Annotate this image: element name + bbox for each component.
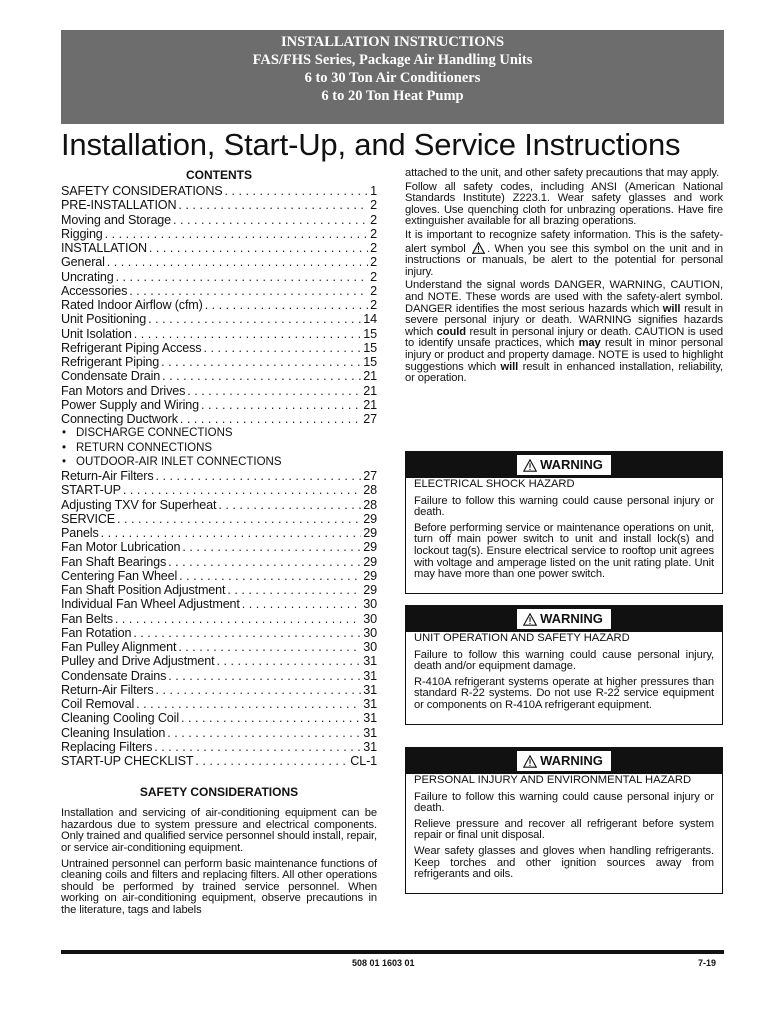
toc-entry[interactable] xyxy=(61,569,377,583)
toc-entry-title: Fan Rotation xyxy=(61,625,132,640)
toc-leader-dots xyxy=(133,626,361,640)
toc-entry-page: 21 xyxy=(363,397,377,412)
header-line: 6 to 30 Ton Air Conditioners xyxy=(304,70,481,86)
toc-entry[interactable] xyxy=(61,270,377,284)
toc-entry-page: 14 xyxy=(363,312,377,327)
toc-entry-page: 2 xyxy=(370,283,377,298)
warning-header xyxy=(406,606,722,632)
toc-leader-dots xyxy=(162,369,361,383)
toc-entry-title: Refrigerant Piping xyxy=(61,355,160,369)
toc-bullet-list xyxy=(61,426,377,469)
left-column xyxy=(61,166,377,921)
toc-leader-dots xyxy=(123,483,361,497)
toc-entry[interactable] xyxy=(61,384,377,398)
toc-entry-page: 27 xyxy=(363,469,377,483)
warning-label xyxy=(517,455,611,475)
table-of-contents-continued xyxy=(61,469,377,768)
toc-leader-dots xyxy=(161,355,361,369)
safety-alert-icon xyxy=(472,242,485,254)
hazard-title: UNIT OPERATION AND SAFETY HAZARD xyxy=(414,632,630,644)
warning-box-electrical xyxy=(405,451,723,594)
warning-header xyxy=(406,452,722,478)
warning-paragraph: Failure to follow this warning could cause personal injury or death. xyxy=(414,790,714,815)
toc-leader-dots xyxy=(178,640,361,654)
toc-entry-title: Fan Motors and Drives xyxy=(61,383,186,398)
toc-leader-dots xyxy=(167,726,361,740)
signal-words-paragraph xyxy=(405,280,723,384)
toc-entry[interactable] xyxy=(61,740,377,754)
toc-entry-title: Rated Indoor Airflow (cfm) xyxy=(61,298,203,312)
toc-entry[interactable] xyxy=(61,654,377,668)
toc-entry[interactable] xyxy=(61,626,377,640)
toc-entry-title: Coil Removal xyxy=(61,697,135,711)
header-line: FAS/FHS Series, Package Air Handling Units xyxy=(252,52,533,68)
toc-leader-dots xyxy=(134,327,362,341)
toc-entry[interactable] xyxy=(61,697,377,711)
toc-entry-title: START-UP xyxy=(61,483,121,498)
toc-entry[interactable] xyxy=(61,284,377,298)
warning-body xyxy=(406,632,722,724)
toc-entry-page: 30 xyxy=(363,611,377,626)
toc-entry-title: PRE-INSTALLATION xyxy=(61,198,177,213)
toc-leader-dots xyxy=(227,583,361,597)
toc-entry-page: 31 xyxy=(363,711,377,726)
toc-leader-dots xyxy=(173,213,368,227)
toc-entry-page: 31 xyxy=(363,682,377,697)
toc-leader-dots xyxy=(205,298,368,312)
text-span: Understand the signal words DANGER, WARNING, CAUTION, and NOTE. These words are used with the safety-alert symbol. DANGER identifies the most serious hazards which xyxy=(405,279,723,315)
warning-label xyxy=(517,751,611,771)
toc-entry-page: 31 xyxy=(363,654,377,669)
toc-entry-page: 31 xyxy=(363,725,377,740)
warning-box-unit-operation xyxy=(405,605,723,725)
toc-entry-page: 2 xyxy=(370,212,377,227)
toc-entry-title: Accessories xyxy=(61,283,128,298)
table-of-contents xyxy=(61,184,377,426)
warning-paragraph: Failure to follow this warning could cause personal injury or death. xyxy=(414,494,714,519)
toc-leader-dots xyxy=(242,597,362,611)
bullet-icon: • xyxy=(62,427,67,440)
toc-entry[interactable] xyxy=(61,512,377,526)
emphasis: will xyxy=(662,302,681,315)
toc-entry-page: 29 xyxy=(363,526,377,540)
toc-bullet-item xyxy=(61,441,377,455)
toc-entry-title: Uncrating xyxy=(61,269,114,284)
toc-entry-title: Centering Fan Wheel xyxy=(61,568,178,583)
toc-entry[interactable] xyxy=(61,483,377,497)
text-span: . When you see this symbol on the unit and in instructions or manuals, be alert to the potential for personal injury. xyxy=(405,242,723,278)
toc-entry-title: Fan Belts xyxy=(61,611,113,626)
text-span: result in severe personal injury or death. WARNING signifies hazards which xyxy=(405,302,723,338)
document-code: 508 01 1603 01 xyxy=(352,958,415,968)
hazard-title: ELECTRICAL SHOCK HAZARD xyxy=(414,478,575,490)
toc-leader-dots xyxy=(149,241,368,255)
toc-leader-dots xyxy=(154,740,361,754)
text-span: result in enhanced installation, reliability, or operation. xyxy=(405,360,724,385)
toc-entry-page: 2 xyxy=(370,198,377,213)
warning-paragraph: Failure to follow this warning could cause personal injury, death and/or equipment damage. xyxy=(414,648,714,673)
bullet-icon: • xyxy=(62,455,67,468)
bullet-icon: • xyxy=(62,441,67,454)
toc-entry[interactable] xyxy=(61,526,377,540)
toc-entry-page: 2 xyxy=(370,226,377,241)
toc-entry-title: Replacing Filters xyxy=(61,739,153,754)
toc-entry[interactable] xyxy=(61,754,377,768)
toc-leader-dots xyxy=(136,697,361,711)
warning-triangle-icon xyxy=(523,755,537,768)
toc-entry-title: INSTALLATION xyxy=(61,241,147,255)
toc-entry[interactable] xyxy=(61,369,377,383)
toc-entry-page: 15 xyxy=(363,326,377,341)
warning-paragraph: Wear safety glasses and gloves when handling refrigerants. Keep torches and other ignition sources away from refrigerants and oils. xyxy=(414,844,714,881)
toc-entry-title: Unit Isolation xyxy=(61,326,132,341)
safety-heading: SAFETY CONSIDERATIONS xyxy=(139,785,299,800)
toc-bullet-text: OUTDOOR-AIR INLET CONNECTIONS xyxy=(76,455,282,468)
warning-label-text: WARNING xyxy=(540,457,603,472)
toc-entry[interactable] xyxy=(61,255,377,269)
toc-entry-title: Pulley and Drive Adjustment xyxy=(61,654,215,669)
toc-leader-dots xyxy=(148,312,361,326)
warning-triangle-icon xyxy=(523,459,537,472)
toc-entry-title: Panels xyxy=(61,526,99,540)
toc-entry-page: 15 xyxy=(363,355,377,369)
toc-entry[interactable] xyxy=(61,341,377,355)
toc-entry-title: START-UP CHECKLIST xyxy=(61,754,194,768)
toc-leader-dots xyxy=(203,341,361,355)
toc-entry-page: 28 xyxy=(363,497,377,512)
toc-entry[interactable] xyxy=(61,540,377,554)
toc-bullet-text: DISCHARGE CONNECTIONS xyxy=(76,427,233,440)
toc-entry-title: Fan Pulley Alignment xyxy=(61,640,177,654)
toc-entry-page: 28 xyxy=(363,483,377,498)
toc-entry-title: Adjusting TXV for Superheat xyxy=(61,497,217,512)
toc-entry[interactable] xyxy=(61,398,377,412)
warning-paragraph: Relieve pressure and recover all refrigerant before system repair or final unit disposal. xyxy=(414,817,714,842)
emphasis: could xyxy=(436,325,466,338)
emphasis: will xyxy=(500,360,519,373)
toc-entry-title: Fan Shaft Position Adjustment xyxy=(61,583,226,597)
toc-entry-title: Refrigerant Piping Access xyxy=(61,340,202,355)
document-date: 7-19 xyxy=(698,958,717,968)
toc-bullet-item xyxy=(61,455,377,469)
toc-leader-dots xyxy=(116,270,369,284)
warning-header xyxy=(406,748,722,774)
toc-entry[interactable] xyxy=(61,198,377,212)
warning-label xyxy=(517,609,611,629)
header-band xyxy=(61,30,724,124)
toc-entry-page: 1 xyxy=(370,184,377,198)
toc-entry-page: 15 xyxy=(363,340,377,355)
toc-entry-page: 31 xyxy=(363,697,377,711)
toc-entry-title: SAFETY CONSIDERATIONS xyxy=(61,184,223,198)
toc-entry-page: 2 xyxy=(370,255,377,270)
toc-entry-title: Moving and Storage xyxy=(61,212,172,227)
toc-entry[interactable] xyxy=(61,184,377,198)
toc-entry-page: 29 xyxy=(363,511,377,526)
warning-paragraph: R-410A refrigerant systems operate at higher pressures than standard R-22 systems. Do not use R-22 service equipment or components on R-410A refrigerant equipment. xyxy=(414,675,714,711)
toc-leader-dots xyxy=(117,512,361,526)
toc-entry[interactable] xyxy=(61,241,377,255)
toc-entry-page: CL-1 xyxy=(350,754,377,768)
toc-entry-title: Cleaning Insulation xyxy=(61,725,166,740)
toc-leader-dots xyxy=(129,284,368,298)
safety-alert-paragraph xyxy=(405,230,723,278)
toc-entry[interactable] xyxy=(61,498,377,512)
toc-entry-title: Fan Motor Lubrication xyxy=(61,540,181,555)
toc-leader-dots xyxy=(178,198,368,212)
toc-entry[interactable] xyxy=(61,298,377,312)
toc-entry[interactable] xyxy=(61,640,377,654)
toc-entry-title: Rigging xyxy=(61,226,103,241)
toc-entry-title: Power Supply and Wiring xyxy=(61,397,199,412)
right-column xyxy=(405,168,723,387)
safety-paragraph: Untrained personnel can perform basic maintenance functions of cleaning coils and filters and replacing filters. All other operations should be performed by trained service personnel. When working on air-conditioning equipment, observe precautions in the literature, tags and labels xyxy=(61,857,377,916)
toc-entry[interactable] xyxy=(61,227,377,241)
text-span: It is important to recognize safety information. This is the safety-alert symbol xyxy=(405,228,723,255)
toc-leader-dots xyxy=(195,754,348,768)
toc-entry-page: 2 xyxy=(370,298,377,312)
toc-entry-title: Condensate Drains xyxy=(61,668,167,683)
toc-leader-dots xyxy=(155,683,361,697)
toc-entry-title: SERVICE xyxy=(61,511,116,526)
toc-leader-dots xyxy=(180,412,361,426)
toc-entry[interactable] xyxy=(61,597,377,611)
toc-entry-page: 31 xyxy=(363,739,377,754)
toc-entry-page: 2 xyxy=(370,269,377,284)
toc-entry[interactable] xyxy=(61,683,377,697)
warning-paragraph: Before performing service or maintenance operations on unit, turn off main power switch to unit and install lock(s) and lockout tag(s). Ensure electrical service to rooftop unit agrees with voltage and amperage listed on the unit rating plate. Unit may have more than one power switch. xyxy=(414,521,714,581)
toc-leader-dots xyxy=(168,669,361,683)
toc-leader-dots xyxy=(225,184,369,198)
toc-leader-dots xyxy=(187,384,361,398)
toc-entry[interactable] xyxy=(61,669,377,683)
warning-body xyxy=(406,478,722,593)
toc-entry[interactable] xyxy=(61,583,377,597)
right-paragraph: Follow all safety codes, including ANSI (American National Standards Institute) Z223.1. Wear safety glasses and work gloves. Use quenching cloth for unbrazing operations. Have fire extinguisher available for all brazing operations. xyxy=(405,180,723,228)
toc-leader-dots xyxy=(216,654,361,668)
toc-entry-page: 29 xyxy=(363,568,377,583)
toc-entry[interactable] xyxy=(61,612,377,626)
safety-paragraph: Installation and servicing of air-conditioning equipment can be hazardous due to system pressure and electrical components. Only trained and qualified service personnel should install, repair, or service air-conditioning equipment. xyxy=(61,807,377,855)
toc-entry-title: Condensate Drain xyxy=(61,369,161,384)
text-span: result in minor personal injury or product and property damage. NOTE is used to highlight suggestions which xyxy=(405,337,723,373)
toc-entry-page: 30 xyxy=(363,640,377,654)
toc-entry-page: 2 xyxy=(370,241,377,255)
toc-entry[interactable] xyxy=(61,327,377,341)
toc-entry-page: 29 xyxy=(363,583,377,597)
toc-leader-dots xyxy=(101,526,362,540)
toc-entry-page: 21 xyxy=(363,369,377,384)
toc-entry-title: Unit Positioning xyxy=(61,312,147,327)
toc-entry-title: Fan Shaft Bearings xyxy=(61,554,167,569)
toc-leader-dots xyxy=(218,498,361,512)
toc-entry[interactable] xyxy=(61,469,377,483)
toc-leader-dots xyxy=(115,612,361,626)
toc-leader-dots xyxy=(181,711,361,725)
toc-leader-dots xyxy=(107,255,368,269)
toc-bullet-text: RETURN CONNECTIONS xyxy=(76,441,213,454)
toc-leader-dots xyxy=(155,469,361,483)
toc-entry-page: 29 xyxy=(363,554,377,569)
toc-entry-title: Return-Air Filters xyxy=(61,469,154,483)
toc-entry-title: Connecting Ductwork xyxy=(61,412,178,426)
warning-label-text: WARNING xyxy=(540,753,603,768)
toc-entry-page: 30 xyxy=(363,625,377,640)
toc-entry[interactable] xyxy=(61,355,377,369)
header-line: 6 to 20 Ton Heat Pump xyxy=(321,88,464,104)
toc-bullet-item xyxy=(61,426,377,440)
toc-entry[interactable] xyxy=(61,312,377,326)
warning-triangle-icon xyxy=(523,613,537,626)
toc-entry[interactable] xyxy=(61,726,377,740)
toc-entry-page: 29 xyxy=(363,540,377,555)
toc-entry-page: 30 xyxy=(363,597,377,612)
toc-entry[interactable] xyxy=(61,711,377,725)
toc-entry-page: 27 xyxy=(363,412,377,426)
emphasis: may xyxy=(578,337,601,350)
footer-rule xyxy=(61,950,724,954)
toc-entry-page: 21 xyxy=(363,383,377,398)
toc-entry[interactable] xyxy=(61,213,377,227)
toc-leader-dots xyxy=(168,555,361,569)
warning-body xyxy=(406,774,722,893)
warning-label-text: WARNING xyxy=(540,611,603,626)
toc-entry-title: General xyxy=(61,255,105,270)
toc-entry-title: Return-Air Filters xyxy=(61,682,154,697)
toc-leader-dots xyxy=(179,569,361,583)
text-span: result in personal injury or death. CAUTION is used to identify unsafe practices, which xyxy=(405,325,723,350)
contents-heading: CONTENTS xyxy=(186,168,252,182)
toc-leader-dots xyxy=(201,398,361,412)
warning-box-environmental xyxy=(405,747,723,894)
toc-leader-dots xyxy=(105,227,368,241)
hazard-title: PERSONAL INJURY AND ENVIRONMENTAL HAZARD xyxy=(414,774,692,786)
toc-entry[interactable] xyxy=(61,412,377,426)
toc-entry-title: Cleaning Cooling Coil xyxy=(61,711,179,726)
toc-entry-page: 31 xyxy=(363,668,377,683)
page-title: Installation, Start-Up, and Service Instructions xyxy=(61,127,681,162)
right-paragraph: attached to the unit, and other safety precautions that may apply. xyxy=(405,167,720,179)
header-line: INSTALLATION INSTRUCTIONS xyxy=(280,34,505,50)
toc-leader-dots xyxy=(182,540,361,554)
toc-entry-title: Individual Fan Wheel Adjustment xyxy=(61,597,240,612)
toc-entry[interactable] xyxy=(61,555,377,569)
